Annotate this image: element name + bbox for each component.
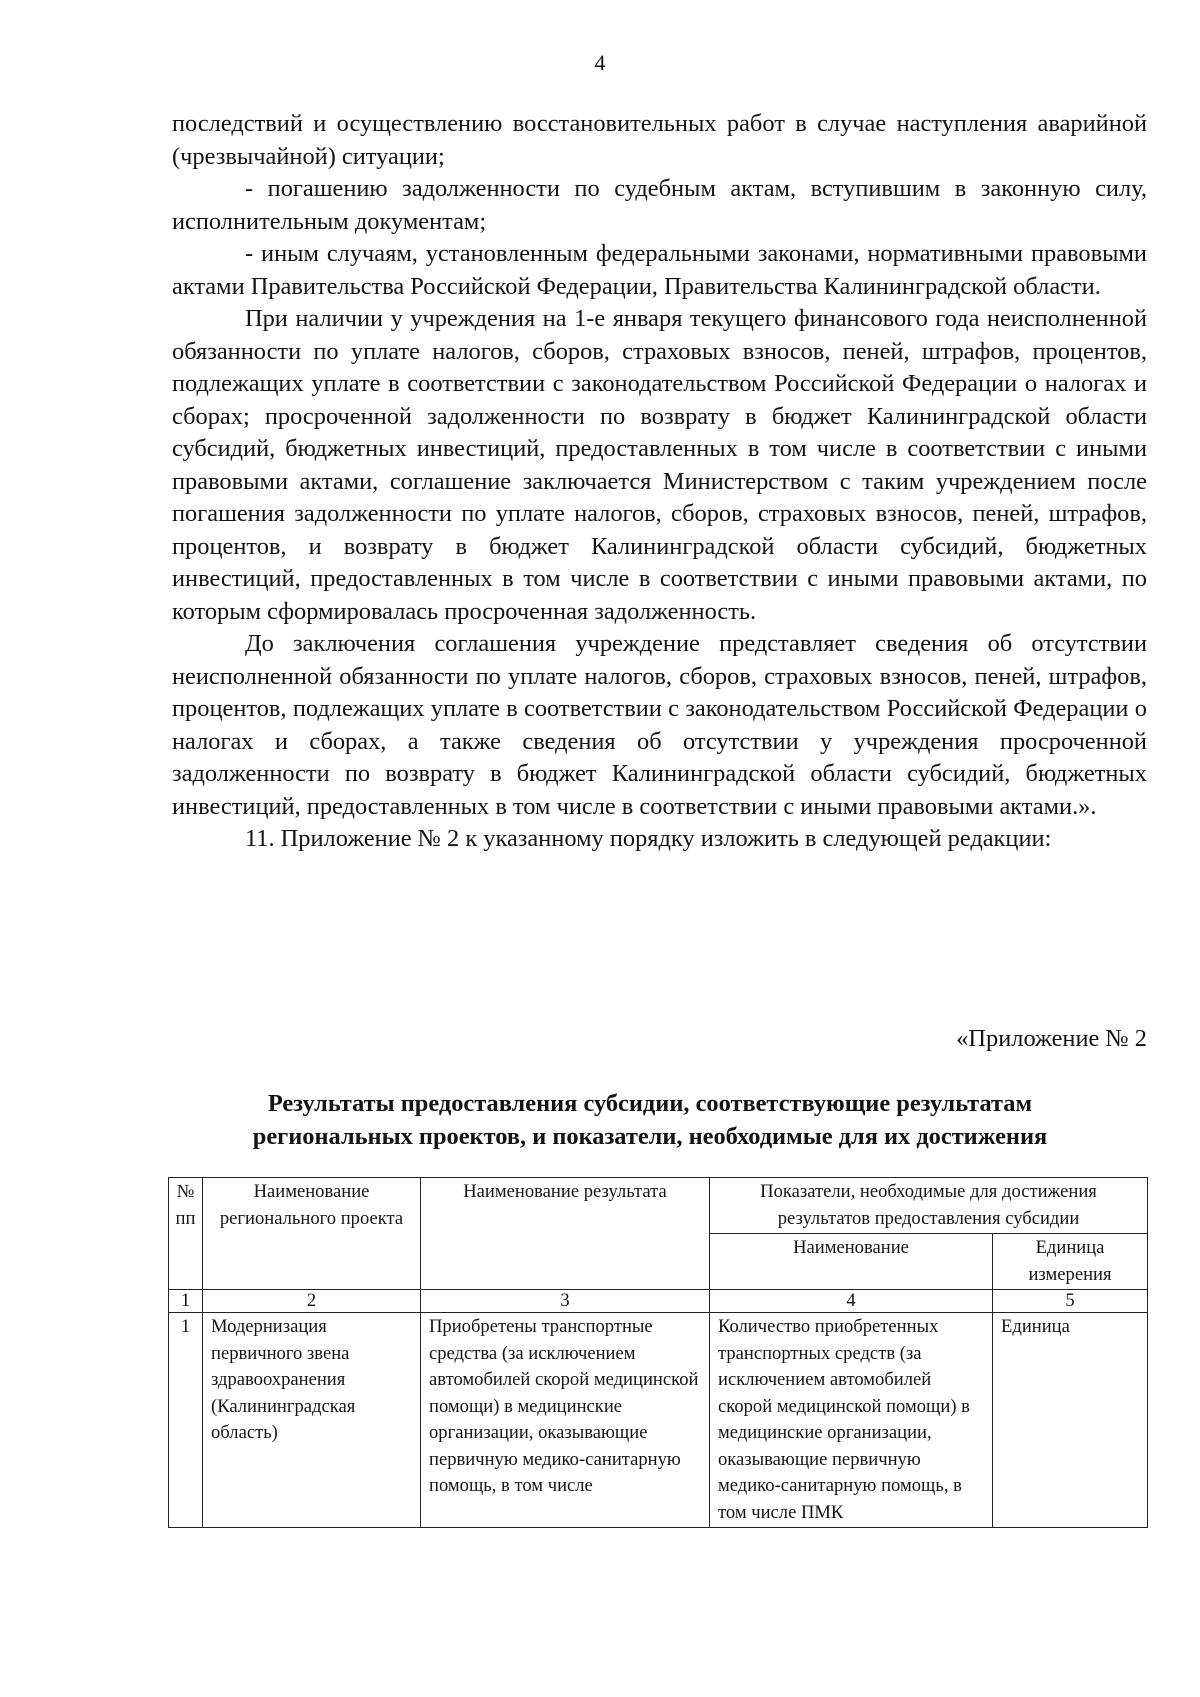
column-number: 2 <box>203 1290 421 1313</box>
page-number: 4 <box>594 50 606 75</box>
column-number: 4 <box>710 1290 993 1313</box>
table-title-line: Результаты предоставления субсидии, соответствующие результатам <box>267 1090 1033 1117</box>
results-table <box>168 1177 1148 1528</box>
column-number: 1 <box>169 1290 203 1313</box>
header-num: № пп <box>169 1178 203 1290</box>
column-number: 5 <box>993 1290 1148 1313</box>
header-result: Наименование результата <box>421 1178 710 1290</box>
appendix-label: «Приложение № 2 <box>956 1025 1147 1052</box>
table-title <box>150 1087 1150 1153</box>
table-title-line: региональных проектов, и показатели, необходимые для их достижения <box>252 1123 1048 1150</box>
cell-project: Модернизация первичного звена здравоохранения (Калининградская область) <box>203 1313 421 1528</box>
cell-result: Приобретены транспортные средства (за исключением автомобилей скорой медицинской помощи) в медицинские организации, оказывающие первичную медико-санитарную помощь, в том числе <box>421 1313 710 1528</box>
column-number: 3 <box>421 1290 710 1313</box>
paragraph: При наличии у учреждения на 1-е января текущего финансового года неисполненной обязанности по уплате налогов, сборов, страховых взносов, пеней, штрафов, процентов, подлежащих уплате в соответствии с законодательством Российской Федерации о налогах и сборах; просроченной задолженности по возврату в бюджет Калининградской области субсидий, бюджетных инвестиций, предоставленных в том числе в соответствии с иными правовыми актами, соглашение заключается Министерством с таким учреждением после погашения задолженности по уплате налогов, сборов, страховых взносов, пеней, штрафов, процентов, и возврату в бюджет Калининградской области субсидий, бюджетных инвестиций, предоставленных в том числе в соответствии с иными правовыми актами, по которым сформировалась просроченная задолженность. <box>172 305 1147 625</box>
header-indicators-group: Показатели, необходимые для достижения результатов предоставления субсидии <box>710 1178 1148 1234</box>
paragraph: 11. Приложение № 2 к указанному порядку изложить в следующей редакции: <box>245 825 1052 852</box>
paragraph: До заключения соглашения учреждение представляет сведения об отсутствии неисполненной обязанности по уплате налогов, сборов, страховых взносов, пеней, штрафов, процентов, подлежащих уплате в соответствии с законодательством Российской Федерации о налогах и сборах, а также сведения об отсутствии у учреждения просроченной задолженности по возврату в бюджет Калининградской области субсидий, бюджетных инвестиций, предоставленных в том числе в соответствии с иными правовыми актами.». <box>172 630 1147 820</box>
header-unit: Единица измерения <box>993 1234 1148 1290</box>
body-text <box>172 108 1147 856</box>
table-row <box>169 1313 1148 1528</box>
paragraph: - иным случаям, установленным федеральными законами, нормативными правовыми актами Правительства Российской Федерации, Правительства Калининградской области. <box>172 240 1147 300</box>
header-project: Наименование регионального проекта <box>203 1178 421 1290</box>
paragraph: последствий и осуществлению восстановительных работ в случае наступления аварийной (чрезвычайной) ситуации; <box>172 110 1147 170</box>
cell-indicator: Количество приобретенных транспортных средств (за исключением автомобилей скорой медицинской помощи) в медицинские организации, оказывающие первичную медико-санитарную помощь, в том числе ПМК <box>710 1313 993 1528</box>
cell-unit: Единица <box>993 1313 1148 1528</box>
header-indicator-name: Наименование <box>710 1234 993 1290</box>
column-numbers-row <box>169 1290 1148 1313</box>
paragraph: - погашению задолженности по судебным актам, вступившим в законную силу, исполнительным документам; <box>172 175 1147 235</box>
cell-num: 1 <box>169 1313 203 1528</box>
table-header-row <box>169 1178 1148 1234</box>
